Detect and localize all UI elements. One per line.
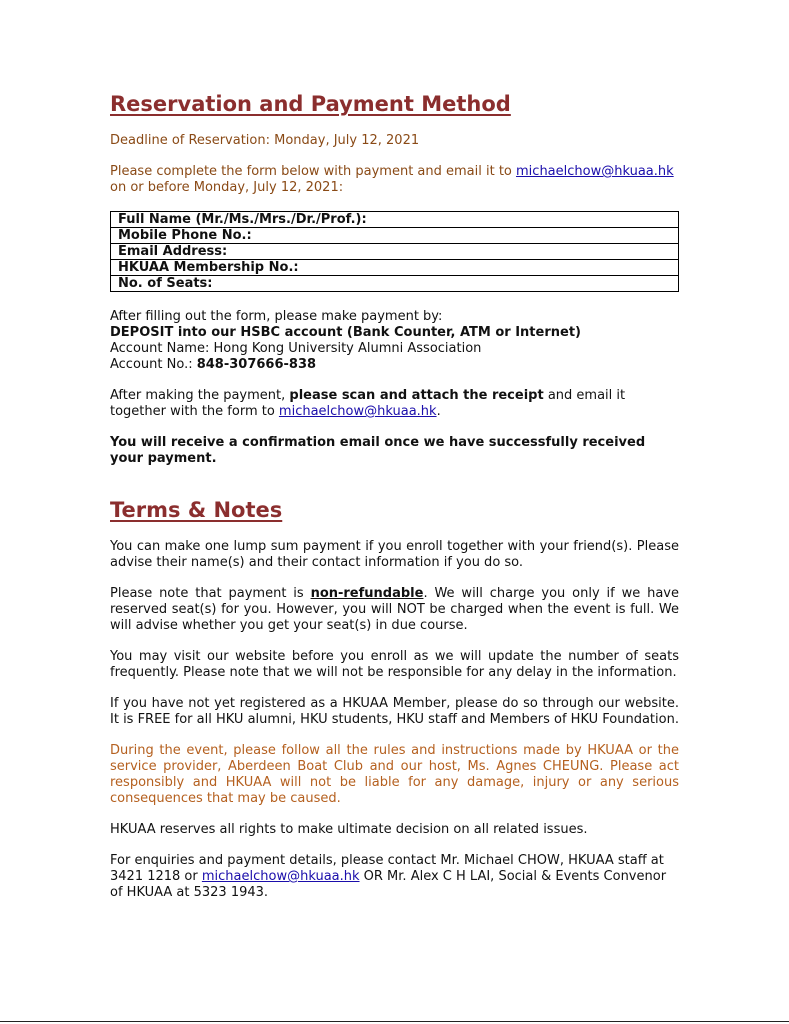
- terms-heading: Terms & Notes: [110, 498, 283, 522]
- after-payment-end: .: [436, 404, 441, 419]
- enquiries-prefix: For enquiries and payment details, please contact Mr. Michael CHOW, HKUAA staff at 3421 1218 or: [110, 853, 664, 884]
- account-no: 848-307666-838: [196, 357, 317, 372]
- enquiries-email-link[interactable]: michaelchow@hkuaa.hk: [201, 869, 360, 884]
- after-payment-email-link[interactable]: michaelchow@hkuaa.hk: [278, 404, 437, 419]
- reservation-form-table: [110, 211, 679, 292]
- form-intro: [110, 164, 679, 196]
- after-payment-text: [110, 388, 679, 420]
- form-row: [111, 260, 679, 276]
- deadline-text: Deadline of Reservation: Monday, July 12, 2021: [110, 133, 420, 148]
- confirmation-bold: You will receive a confirmation email once we have successfully received your payment.: [110, 435, 646, 466]
- confirmation-text: [110, 435, 679, 467]
- form-field-seats: No. of Seats:: [111, 276, 679, 292]
- form-intro-deadline: on or before Monday, July 12, 2021:: [110, 180, 344, 195]
- account-no-label: Account No.:: [110, 357, 197, 372]
- after-payment-mid: and email it together with the form to: [110, 388, 626, 419]
- non-refundable-keyword: non-refundable: [310, 586, 424, 601]
- form-row: [111, 228, 679, 244]
- form-field-full-name: Full Name (Mr./Ms./Mrs./Dr./Prof.):: [111, 212, 679, 228]
- after-payment-prefix: After making the payment,: [110, 388, 290, 403]
- reservation-heading: Reservation and Payment Method: [110, 92, 511, 116]
- form-row: [111, 276, 679, 292]
- payment-instructions: [110, 309, 679, 373]
- deposit-instruction: DEPOSIT into our HSBC account (Bank Counter, ATM or Internet): [110, 325, 581, 340]
- account-name: Account Name: Hong Kong University Alumni Association: [110, 341, 482, 356]
- enquiries-note: [110, 853, 679, 901]
- form-field-mobile-phone: Mobile Phone No.:: [111, 228, 679, 244]
- refund-note: [110, 586, 679, 634]
- rights-note: HKUAA reserves all rights to make ultimate decision on all related issues.: [110, 822, 588, 837]
- form-intro-text: Please complete the form below with payment and email it to: [110, 164, 517, 179]
- form-row: [111, 212, 679, 228]
- membership-note: If you have not yet registered as a HKUAA Member, please do so through our website. It is FREE for all HKU alumni, HKU students, HKU staff and Members of HKU Foundation.: [110, 696, 679, 727]
- page-bottom-border: [0, 1021, 789, 1022]
- lump-sum-note: You can make one lump sum payment if you enroll together with your friend(s). Please advise their name(s) and their contact information if you do so.: [110, 539, 679, 570]
- form-field-membership-no: HKUAA Membership No.:: [111, 260, 679, 276]
- event-rules-note: During the event, please follow all the rules and instructions made by HKUAA or the service provider, Aberdeen Boat Club and our host, Ms. Agnes CHEUNG. Please act responsibly and HKUAA will not be liable for any damage, injury or any serious consequences that may be caused.: [110, 743, 679, 806]
- website-note: You may visit our website before you enroll as we will update the number of seats frequently. Please note that we will not be responsible for any delay in the information.: [110, 649, 679, 680]
- form-row: [111, 244, 679, 260]
- scan-receipt-emphasis: please scan and attach the receipt: [289, 388, 544, 403]
- enquiries-suffix: OR Mr. Alex C H LAI, Social & Events Convenor of HKUAA at 5323 1943.: [110, 869, 667, 900]
- refund-prefix: Please note that payment is: [110, 586, 311, 601]
- payment-intro: After filling out the form, please make payment by:: [110, 309, 443, 324]
- form-field-email: Email Address:: [111, 244, 679, 260]
- form-intro-email-link[interactable]: michaelchow@hkuaa.hk: [516, 164, 674, 179]
- refund-suffix: . We will charge you only if we have reserved seat(s) for you. However, you will NOT be charged when the event is full. We will advise whether you get your seat(s) in due course.: [110, 586, 679, 633]
